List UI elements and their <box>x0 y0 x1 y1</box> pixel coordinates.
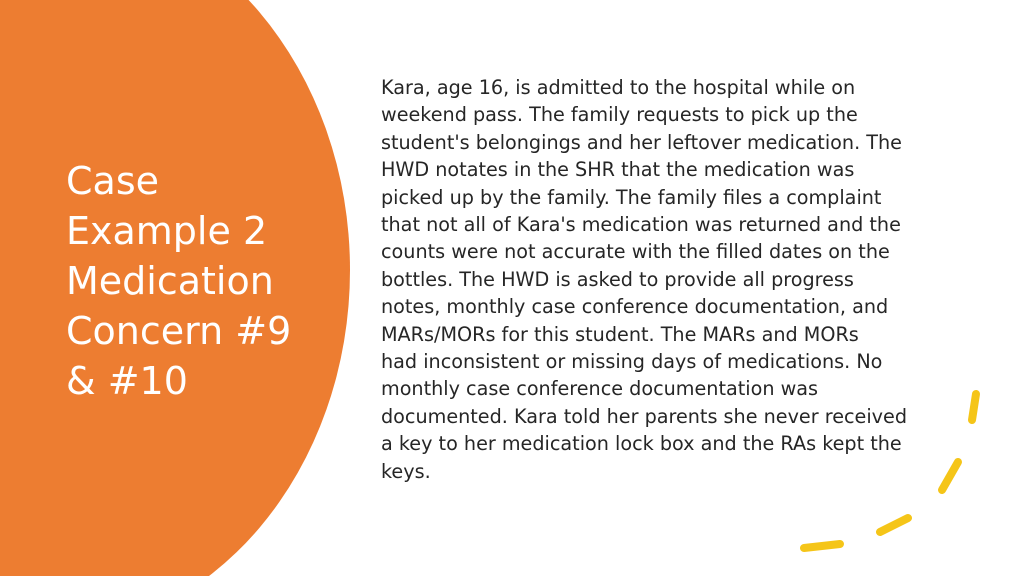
slide-title <box>66 156 316 406</box>
dash-segment <box>880 518 908 532</box>
dashed-curve-decoration <box>780 370 1000 570</box>
dash-segment <box>942 462 958 490</box>
body-line: notes, monthly case conference documentation, and <box>381 295 889 319</box>
title-line: Medication <box>66 259 274 303</box>
body-line: HWD notates in the SHR that the medication was <box>381 158 855 182</box>
title-line: Example 2 <box>66 209 268 253</box>
dash-segment <box>804 544 840 548</box>
body-line: picked up by the family. The family files a complaint <box>381 185 882 209</box>
body-line: keys. <box>381 459 431 483</box>
body-line: student's belongings and her leftover medication. The <box>381 130 902 154</box>
body-line: a key to her medication lock box and the RAs kept the <box>381 432 902 456</box>
title-line: & #10 <box>66 359 188 403</box>
body-line: monthly case conference documentation was <box>381 377 819 401</box>
title-line: Case <box>66 159 159 203</box>
body-line: Kara, age 16, is admitted to the hospital while on <box>381 76 856 99</box>
body-line: counts were not accurate with the filled dates on the <box>381 240 890 264</box>
body-line: weekend pass. The family requests to pick up the <box>381 103 858 127</box>
body-line: documented. Kara told her parents she never received <box>381 404 908 428</box>
body-line: MARs/MORs for this student. The MARs and MORs <box>381 322 859 346</box>
body-line: had inconsistent or missing days of medications. No <box>381 350 883 374</box>
title-line: Concern #9 <box>66 309 292 353</box>
body-line: bottles. The HWD is asked to provide all progress <box>381 267 854 291</box>
dash-segment <box>972 394 976 420</box>
body-line: that not all of Kara's medication was returned and the <box>381 213 901 237</box>
